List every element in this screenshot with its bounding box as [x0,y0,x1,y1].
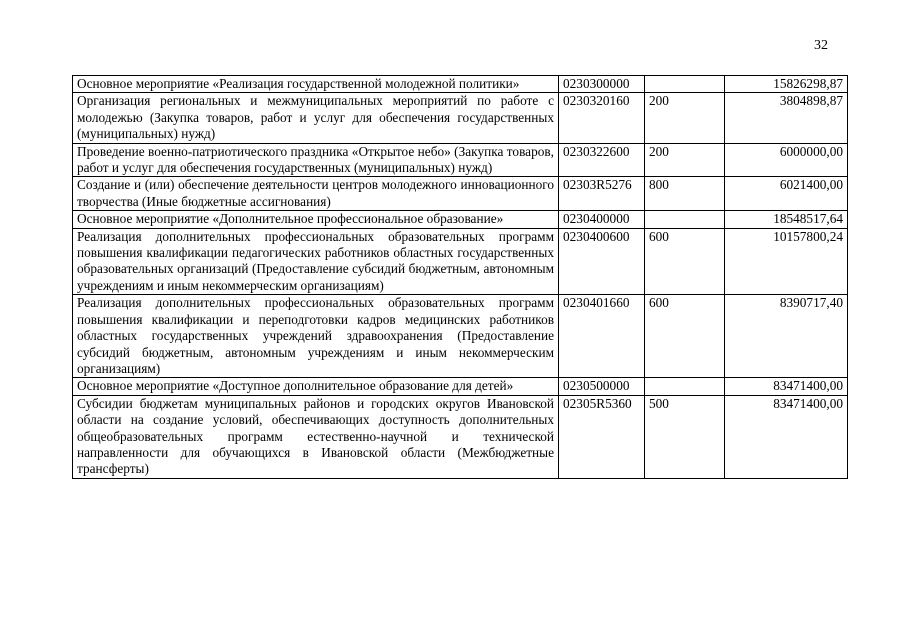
row-sum: 83471400,00 [725,395,848,478]
row-name: Субсидии бюджетам муниципальных районов и городских округов Ивановской области на создание условий, обеспечивающих доступность дополнительных общеобразовательных программ естественно-научной и технической направленности для обучающихся в Ивановской области (Межбюджетные трансферты) [73,395,559,478]
row-name: Проведение военно-патриотического праздника «Открытое небо» (Закупка товаров, работ и услуг для обеспечения государственных (муниципальных) нужд) [73,143,559,177]
row-code: 0230300000 [559,76,645,93]
row-code: 0230500000 [559,378,645,395]
table-row [73,211,848,228]
row-expense-type [645,211,725,228]
table-row [73,93,848,143]
row-name: Организация региональных и межмуниципальных мероприятий по работе с молодежью (Закупка товаров, работ и услуг для обеспечения государственных (муниципальных) нужд) [73,93,559,143]
row-expense-type [645,378,725,395]
row-expense-type: 600 [645,295,725,378]
table-row [73,295,848,378]
row-expense-type: 200 [645,93,725,143]
row-code: 0230401660 [559,295,645,378]
row-name: Реализация дополнительных профессиональных образовательных программ повышения квалификации педагогических работников областных государственных образовательных организаций (Предоставление субсидий бюджетным, автономным учреждениям и иным некоммерческим организациям) [73,228,559,295]
row-code: 0230400600 [559,228,645,295]
table-row [73,143,848,177]
row-name: Основное мероприятие «Реализация государственной молодежной политики» [73,76,559,93]
row-sum: 15826298,87 [725,76,848,93]
row-sum: 10157800,24 [725,228,848,295]
row-code: 0230322600 [559,143,645,177]
row-sum: 3804898,87 [725,93,848,143]
budget-table [72,75,848,479]
row-expense-type: 600 [645,228,725,295]
row-expense-type: 200 [645,143,725,177]
row-sum: 18548517,64 [725,211,848,228]
row-expense-type: 500 [645,395,725,478]
row-expense-type [645,76,725,93]
table-row [73,228,848,295]
row-sum: 8390717,40 [725,295,848,378]
row-sum: 6000000,00 [725,143,848,177]
table-row [73,76,848,93]
row-expense-type: 800 [645,177,725,211]
row-name: Основное мероприятие «Дополнительное профессиональное образование» [73,211,559,228]
row-name: Создание и (или) обеспечение деятельности центров молодежного инновационного творчества (Иные бюджетные ассигнования) [73,177,559,211]
row-sum: 83471400,00 [725,378,848,395]
row-code: 0230320160 [559,93,645,143]
row-code: 0230400000 [559,211,645,228]
table-row [73,395,848,478]
row-name: Реализация дополнительных профессиональных образовательных программ повышения квалификации и переподготовки кадров медицинских работников областных государственных учреждений здравоохранения (Предоставление субсидий бюджетным, автономным учреждениям и иным некоммерческим организациям) [73,295,559,378]
table-row [73,378,848,395]
row-code: 02303R5276 [559,177,645,211]
row-sum: 6021400,00 [725,177,848,211]
row-code: 02305R5360 [559,395,645,478]
page-number: 32 [814,38,828,53]
row-name: Основное мероприятие «Доступное дополнительное образование для детей» [73,378,559,395]
table-row [73,177,848,211]
